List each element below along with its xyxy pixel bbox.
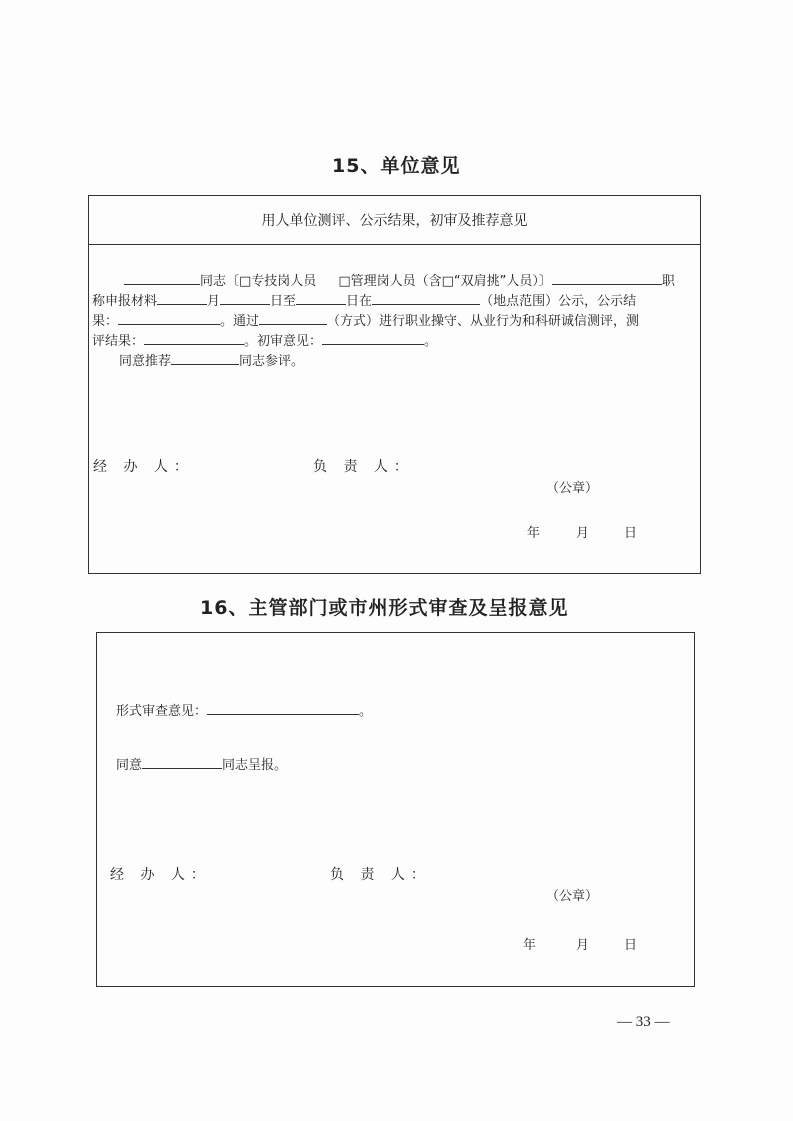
seal-label: （公章）	[546, 889, 599, 904]
date-month: 月	[576, 938, 590, 953]
date-year: 年	[523, 938, 537, 953]
section-15-box	[88, 195, 701, 574]
section-15-title: 15、单位意见	[332, 155, 461, 177]
section-15-header: 用人单位测评、公示结果，初审及推荐意见	[89, 196, 700, 245]
section-16-box	[96, 632, 695, 987]
review-line: 形式审查意见： 。	[116, 704, 373, 719]
checkbox-management-staff[interactable]: □管理岗人员（含□“双肩挑”人员）〕	[338, 274, 552, 289]
line-3: 果： 。通过 （方式）进行职业操守、从业行为和科研诚信测评，测	[92, 314, 640, 329]
date-month: 月	[576, 526, 590, 541]
handler-label: 经 办 人：	[110, 867, 211, 883]
date-day: 日	[624, 526, 638, 541]
line-2: 称申报材料 月 日至 日在 （地点范围）公示，公示结	[92, 294, 637, 309]
handler-label: 经 办 人：	[93, 459, 194, 475]
section-16-title: 16、主管部门或市州形式审查及呈报意见	[200, 597, 569, 619]
responsible-label: 负 责 人：	[313, 459, 414, 475]
date-year: 年	[527, 526, 541, 541]
line-4: 评结果： 。初审意见： 。	[92, 334, 438, 349]
page-number: — 33 —	[617, 1014, 670, 1030]
line-1: 同志〔□专技岗人员 □管理岗人员（含□“双肩挑”人员）〕 职	[124, 270, 675, 289]
checkbox-tech-staff[interactable]: □专技岗人员	[239, 274, 317, 289]
responsible-label: 负 责 人：	[330, 867, 431, 883]
line-5: 同意推荐 同志参评。	[119, 354, 305, 369]
date-day: 日	[624, 938, 638, 953]
agree-line: 同意 同志呈报。	[116, 758, 288, 773]
seal-label: （公章）	[546, 481, 599, 496]
